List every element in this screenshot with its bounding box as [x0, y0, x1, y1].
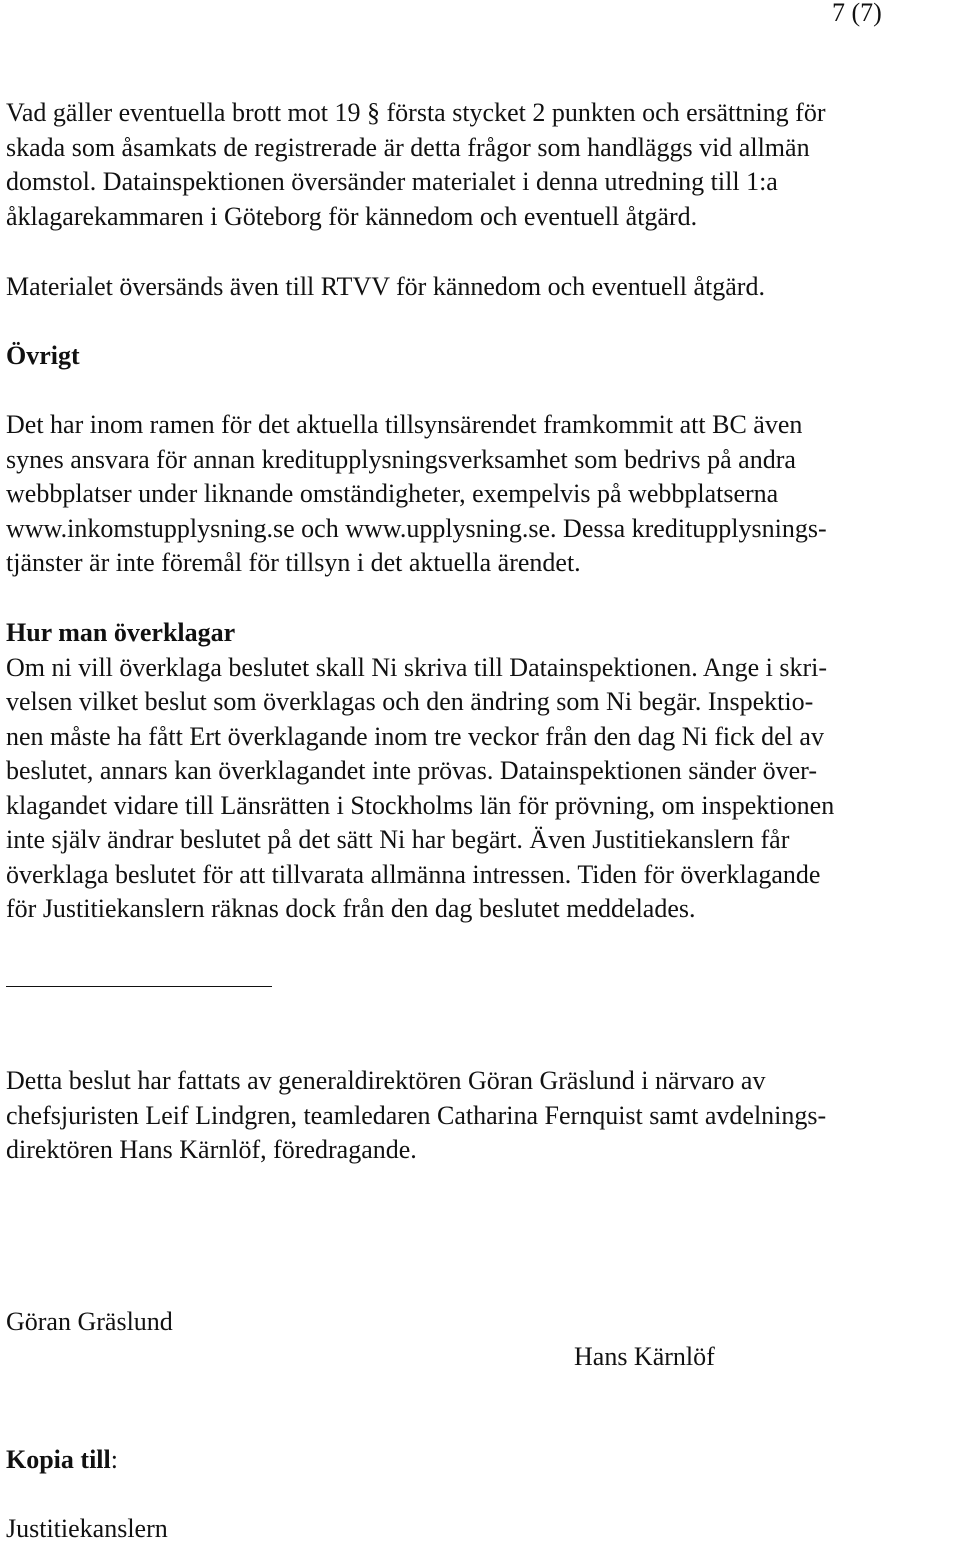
paragraph-ovrigt	[6, 408, 956, 581]
paragraph-line: åklagarekammaren i Göteborg för kännedom och eventuell åtgärd.	[6, 201, 698, 231]
paragraph-line: Vad gäller eventuella brott mot 19 § första stycket 2 punkten och ersättning för	[6, 98, 826, 127]
signature-right: Hans Kärnlöf	[574, 1342, 715, 1371]
section-heading-overklagar: Hur man överklagar	[6, 618, 236, 647]
paragraph-line: tjänster är inte föremål för tillsyn i det aktuella ärendet.	[6, 548, 581, 577]
separator-line	[6, 986, 272, 987]
section-overklagar	[6, 616, 956, 927]
paragraph-line: för Justitiekanslern räknas dock från den dag beslutet meddelades.	[6, 894, 696, 923]
page-number: 7 (7)	[832, 0, 882, 27]
paragraph-line: chefsjuristen Leif Lindgren, teamledaren Catharina Fernquist samt avdelnings-	[6, 1100, 827, 1130]
signature-left: Göran Gräslund	[6, 1307, 173, 1336]
paragraph-line: skada som åsamkats de registrerade är detta frågor som handläggs vid allmän	[6, 132, 810, 162]
paragraph-line: nen måste ha fått Ert överklagande inom tre veckor från den dag Ni fick del av	[6, 721, 824, 751]
paragraph-line: klagandet vidare till Länsrätten i Stockholms län för prövning, om inspektionen	[6, 790, 835, 820]
paragraph-line: Det har inom ramen för det aktuella tillsynsärendet framkommit att BC även	[6, 410, 803, 439]
paragraph-line: beslutet, annars kan överklagandet inte prövas. Datainspektionen sänder över-	[6, 756, 817, 785]
paragraph-line: överklaga beslutet för att tillvarata allmänna intressen. Tiden för överklagande	[6, 859, 821, 889]
paragraph-brott	[6, 96, 956, 234]
paragraph-line: Om ni vill överklaga beslutet skall Ni skriva till Datainspektionen. Ange i skri-	[6, 652, 828, 682]
paragraph-line: domstol. Datainspektionen översänder materialet i denna utredning till 1:a	[6, 167, 778, 196]
section-heading-ovrigt: Övrigt	[6, 341, 80, 370]
copy-to-label	[6, 1443, 118, 1477]
copy-to-colon: :	[110, 1445, 118, 1474]
paragraph-line: www.inkomstupplysning.se och www.upplysning.se. Dessa kreditupplysnings-	[6, 513, 827, 543]
paragraph-line: direktören Hans Kärnlöf, föredragande.	[6, 1135, 417, 1164]
paragraph-rtvv	[6, 270, 956, 305]
paragraph-line: inte själv ändrar beslutet på det sätt Ni har begärt. Även Justitiekanslern får	[6, 825, 790, 854]
paragraph-line: synes ansvara för annan kreditupplysningsverksamhet som bedrivs på andra	[6, 444, 796, 474]
paragraph-line: Detta beslut har fattats av generaldirektören Göran Gräslund i närvaro av	[6, 1066, 766, 1095]
copy-to-label-text: Kopia till	[6, 1445, 111, 1474]
paragraph-decision	[6, 1064, 956, 1168]
paragraph-line: velsen vilket beslut som överklagas och den ändring som Ni begär. Inspektio-	[6, 687, 814, 716]
paragraph-line: Materialet översänds även till RTVV för kännedom och eventuell åtgärd.	[6, 272, 765, 301]
paragraph-line: webbplatser under liknande omständigheter, exempelvis på webbplatserna	[6, 479, 779, 508]
copy-to-recipient: Justitiekanslern	[6, 1514, 168, 1543]
